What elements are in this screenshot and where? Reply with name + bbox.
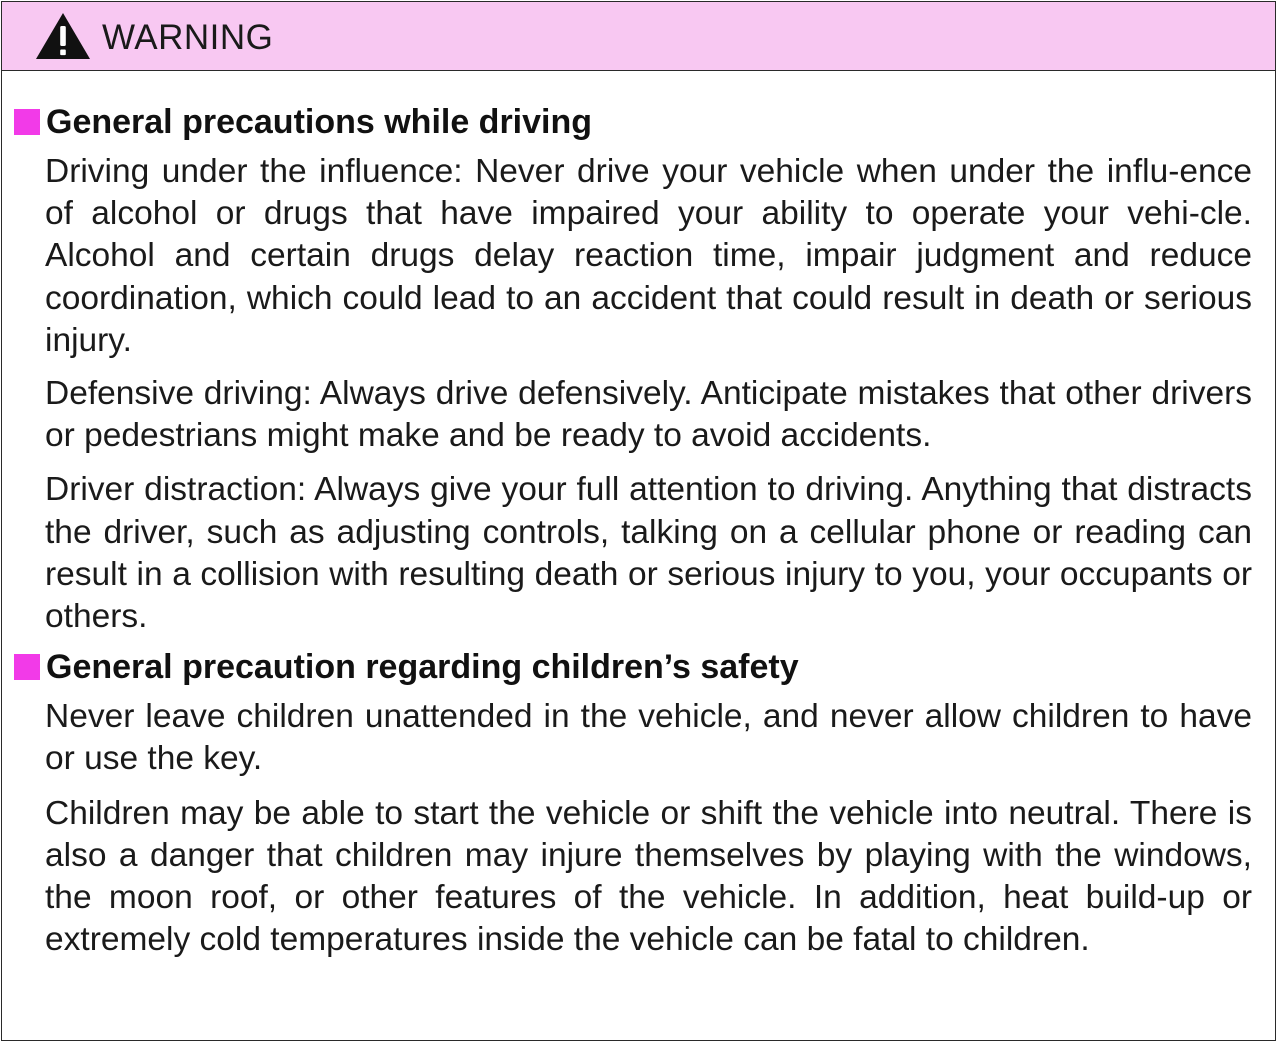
paragraph-children-unattended: Never leave children unattended in the vehicle, and never allow children to have or use the key. bbox=[45, 698, 1252, 778]
warning-title: WARNING bbox=[102, 17, 274, 57]
paragraph-children-dangers: Children may be able to start the vehicle or shift the vehicle into neutral. There is also a danger that children may injure themselves by playing with the windows, the moon roof, or other features of the vehicle. In addition, heat build-up or extremely cold temperatures inside the vehicle can be fatal to children. bbox=[45, 794, 1252, 959]
section-children-safety bbox=[2, 646, 1275, 961]
section-driving bbox=[2, 101, 1275, 638]
section-heading bbox=[14, 101, 1275, 143]
warning-header bbox=[2, 2, 1275, 71]
section-heading-text: General precaution regarding children’s safety bbox=[46, 647, 799, 686]
magenta-square-bullet-icon bbox=[14, 654, 40, 680]
paragraph-defensive-driving: Defensive driving: Always drive defensively. Anticipate mistakes that other drivers or pedestrians might make and be ready to avoid accidents. bbox=[45, 375, 1252, 455]
section-heading bbox=[14, 646, 1275, 688]
section-heading-text: General precautions while driving bbox=[46, 102, 593, 141]
warning-content bbox=[2, 71, 1275, 961]
paragraph-driver-distraction: Driver distraction: Always give your full attention to driving. Anything that distracts the driver, such as adjusting controls, talking on a cellular phone or reading can result in a collision with resulting death or serious injury to you, your occupants or others. bbox=[45, 471, 1252, 636]
warning-box bbox=[1, 1, 1276, 1041]
paragraph-driving-influence: Driving under the influence: Never drive your vehicle when under the influ-ence of alcohol or drugs that have impaired your ability to operate your vehi-cle. Alcohol and certain drugs delay reaction time, impair judgment and reduce coordination, which could lead to an accident that could result in death or serious injury. bbox=[45, 153, 1252, 359]
magenta-square-bullet-icon bbox=[14, 109, 40, 135]
warning-triangle-icon bbox=[34, 11, 92, 61]
